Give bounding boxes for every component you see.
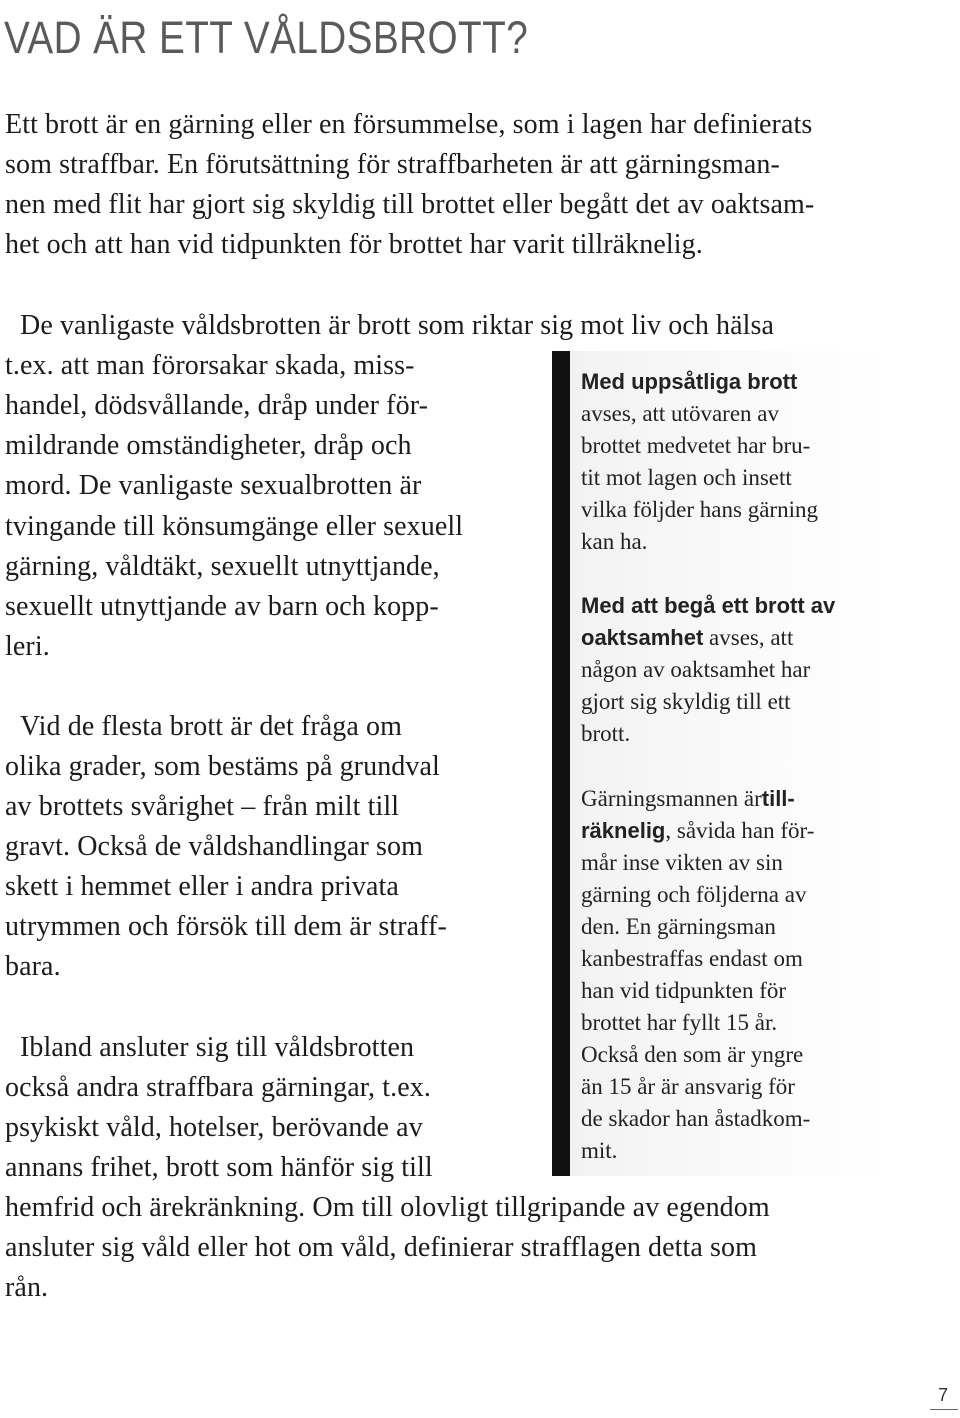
body-line: t.ex. att man förorsakar skada, miss- [5,350,415,381]
body-line: också andra straffbara gärningar, t.ex. [5,1072,431,1103]
body-line: olika grader, som bestäms på grundval [5,751,440,782]
sidebar-term: räknelig [581,818,666,843]
sidebar-text: avses, att [703,625,794,650]
sidebar-line: den. En gärningsman [581,914,776,939]
body-line: tvingande till könsumgänge eller sexuell [5,511,464,542]
body-line: mildrande omständigheter, dråp och [5,430,412,461]
page-number: 7 [938,1385,949,1405]
body-line: Vid de flesta brott är det fråga om [20,711,403,742]
sidebar-term: Med att begå ett brott av [581,593,836,618]
body-line: sexuellt utnyttjande av barn och kopp- [5,591,439,622]
page-number-rule [930,1409,958,1410]
sidebar-text: , såvida han för- [665,818,815,843]
sidebar-line: brottet har fyllt 15 år. [581,1010,778,1035]
body-line: hemfrid och ärekränkning. Om till olovligt tillgripande av egendom [5,1192,770,1223]
body-line: mord. De vanligaste sexualbrotten är [5,470,422,501]
body-line: bara. [5,951,61,982]
body-line: ansluter sig våld eller hot om våld, definierar strafflagen detta som [5,1232,758,1263]
sidebar-line: han vid tidpunkten för [581,978,787,1003]
sidebar-accent-bar [552,351,570,1176]
body-line: handel, dödsvållande, dråp under för- [5,390,428,421]
intro-line: Ett brott är en gärning eller en försummelse, som i lagen har definierats [5,109,813,140]
intro-line: nen med flit har gjort sig skyldig till brottet eller begått det av oaktsam- [5,189,815,220]
sidebar-term: Med uppsåtliga brott [581,369,798,394]
sidebar-line [581,783,795,815]
sidebar-line: Också den som är yngre [581,1042,804,1067]
body-line: rån. [5,1272,49,1303]
intro-line: som straffbar. En förutsättning för straffbarheten är att gärningsman- [5,149,780,180]
sidebar-line: tit mot lagen och insett [581,465,792,490]
body-line: De vanligaste våldsbrotten är brott som riktar sig mot liv och hälsa [20,310,775,341]
sidebar-line [581,815,814,847]
sidebar-line: än 15 år är ansvarig för [581,1074,795,1099]
sidebar-line: vilka följder hans gärning [581,497,818,522]
body-line: utrymmen och försök till dem är straff- [5,911,447,942]
sidebar-line: gärning och följderna av [581,882,807,907]
sidebar-line: brott. [581,721,631,746]
sidebar-term: till- [761,786,795,811]
sidebar-line [581,622,793,654]
body-line: av brottets svårighet – från milt till [5,791,400,822]
body-line: gravt. Också de våldshandlingar som [5,831,423,862]
sidebar-line: mit. [581,1138,618,1163]
sidebar-line: gjort sig skyldig till ett [581,689,791,714]
body-line: skett i hemmet eller i andra privata [5,871,399,902]
page-title: VAD ÄR ETT VÅLDSBROTT? [4,12,529,63]
sidebar-line: kanbestraffas endast om [581,946,803,971]
sidebar-line: de skador han åstadkom- [581,1106,811,1131]
sidebar-line: avses, att utövaren av [581,401,779,426]
body-line: leri. [5,631,50,662]
sidebar-line: någon av oaktsamhet har [581,657,811,682]
body-line: gärning, våldtäkt, sexuellt utnyttjande, [5,551,440,582]
body-line: psykiskt våld, hotelser, berövande av [5,1112,423,1143]
sidebar-term: oaktsamhet [581,625,704,650]
sidebar-line: mår inse vikten av sin [581,850,783,875]
body-line: annans frihet, brott som hänför sig till [5,1152,433,1183]
body-line: Ibland ansluter sig till våldsbrotten [20,1032,415,1063]
sidebar-text: Gärningsmannen är [581,786,762,811]
sidebar-line: brottet medvetet har bru- [581,433,811,458]
sidebar-line: kan ha. [581,529,648,554]
intro-line: het och att han vid tidpunkten för brottet har varit tillräknelig. [5,229,703,260]
